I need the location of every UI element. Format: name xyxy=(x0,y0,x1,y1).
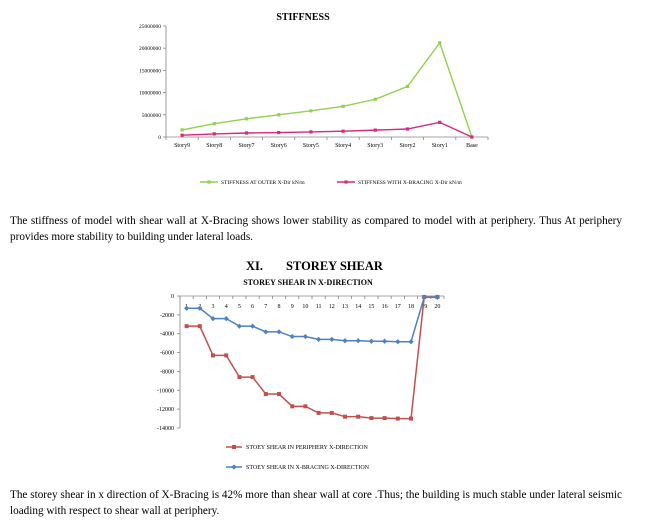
legend-label: STOEY SHEAR IN X-BRACING X-DIRECTION xyxy=(246,465,369,471)
data-point xyxy=(237,375,241,379)
data-point xyxy=(383,416,387,420)
data-point xyxy=(317,411,321,415)
chart-title: STOREY SHEAR IN X-DIRECTION xyxy=(243,278,373,287)
chart-legend xyxy=(226,445,370,471)
y-tick-label: -14000 xyxy=(157,426,174,432)
x-tick-label: 5 xyxy=(237,304,241,310)
x-tick-label: 15 xyxy=(368,304,375,310)
data-point xyxy=(329,337,334,342)
data-point xyxy=(213,122,216,125)
data-point xyxy=(409,417,413,421)
chart-plot-area xyxy=(184,295,440,421)
data-point xyxy=(181,134,184,137)
x-tick-label: Story2 xyxy=(399,143,416,149)
legend-label: STIFFNESS AT OUTER X-Dir kN/m xyxy=(221,180,305,186)
chart-plot-area xyxy=(181,41,474,138)
x-tick-label: 20 xyxy=(434,304,441,310)
data-point xyxy=(277,392,281,396)
data-point xyxy=(438,121,441,124)
data-point xyxy=(343,415,347,419)
data-point xyxy=(303,334,308,339)
x-tick-label: Story8 xyxy=(206,143,223,149)
x-tick-label: Story4 xyxy=(335,143,352,149)
data-point xyxy=(224,353,228,357)
data-point xyxy=(185,324,189,328)
x-tick-label: Story6 xyxy=(270,143,287,149)
data-point xyxy=(374,98,377,101)
y-tick-label: 0 xyxy=(158,135,161,141)
x-tick-label: 9 xyxy=(290,304,294,310)
data-point xyxy=(245,131,248,134)
x-tick-label: 14 xyxy=(355,304,362,310)
storey-shear-chart xyxy=(0,258,648,480)
chart-axes xyxy=(157,294,444,432)
data-point xyxy=(369,416,373,420)
data-point xyxy=(406,127,409,130)
data-point xyxy=(356,415,360,419)
data-point xyxy=(290,404,294,408)
x-tick-label: Story1 xyxy=(431,143,448,149)
data-point xyxy=(277,113,280,116)
data-point xyxy=(382,339,387,344)
x-tick-label: 19 xyxy=(421,304,428,310)
stiffness-chart xyxy=(0,0,648,200)
y-tick-label: 0 xyxy=(171,294,174,300)
x-tick-label: Story9 xyxy=(174,143,191,149)
legend-marker xyxy=(207,180,210,183)
data-point xyxy=(406,85,409,88)
data-point xyxy=(251,375,255,379)
data-point xyxy=(356,338,361,343)
x-tick-label: Base xyxy=(466,143,478,149)
series-line xyxy=(182,122,472,137)
x-tick-label: 8 xyxy=(277,304,281,310)
y-tick-label: 20000000 xyxy=(139,46,161,53)
x-tick-label: Story3 xyxy=(367,143,384,149)
series-line xyxy=(182,43,472,137)
data-point xyxy=(374,129,377,132)
data-point xyxy=(396,417,400,421)
data-point xyxy=(263,329,268,334)
legend-marker xyxy=(344,180,347,183)
chart-legend xyxy=(200,180,463,186)
data-point xyxy=(198,324,202,328)
section-number: XI. xyxy=(246,259,264,273)
x-tick-label: 13 xyxy=(342,304,348,310)
y-tick-label: 5000000 xyxy=(141,112,161,119)
data-point xyxy=(342,105,345,108)
legend-marker xyxy=(232,445,236,449)
x-tick-label: 17 xyxy=(394,304,401,310)
data-point xyxy=(309,109,312,112)
data-point xyxy=(181,128,184,131)
data-point xyxy=(213,132,216,135)
data-point xyxy=(250,324,255,329)
data-point xyxy=(330,411,334,415)
data-point xyxy=(408,339,413,344)
x-tick-label: 16 xyxy=(381,304,388,310)
data-point xyxy=(290,334,295,339)
y-tick-label: -4000 xyxy=(160,331,174,338)
data-point xyxy=(309,130,312,133)
data-point xyxy=(438,41,441,44)
data-point xyxy=(277,131,280,134)
y-tick-label: 10000000 xyxy=(139,90,161,97)
x-tick-label: Story7 xyxy=(238,143,255,149)
data-point xyxy=(264,392,268,396)
chart-axes xyxy=(139,24,488,149)
x-tick-label: 6 xyxy=(251,304,255,310)
series-line xyxy=(187,297,441,419)
y-tick-label: -10000 xyxy=(157,388,174,395)
legend-label: STOEY SHEAR IN PERIPHERY X-DIRECTION xyxy=(246,445,368,451)
data-point xyxy=(276,329,281,334)
y-tick-label: -6000 xyxy=(160,350,174,357)
legend-label: STIFFNESS WITH X-BRACING X-Dir kN/m xyxy=(358,180,462,186)
data-point xyxy=(342,130,345,133)
data-point xyxy=(245,117,248,120)
data-point xyxy=(303,404,307,408)
data-point xyxy=(395,339,400,344)
y-tick-label: -8000 xyxy=(160,369,174,376)
data-point xyxy=(369,339,374,344)
section-title: STOREY SHEAR xyxy=(286,259,383,273)
paragraph-stiffness: The stiffness of model with shear wall at X-Bracing shows lower stability as compared to model with at periphery. Thus At periphery provides more stability to building under lateral loads. xyxy=(10,215,622,243)
y-tick-label: 15000000 xyxy=(139,68,161,75)
paragraph-storey-shear: The storey shear in x direction of X-Bracing is 42% more than shear wall at core .Thus; the building is much stable under lateral seismic loading with respect to shear wall at periphery. xyxy=(10,489,622,517)
x-tick-label: 11 xyxy=(315,304,322,310)
x-tick-label: 3 xyxy=(211,304,215,310)
data-point xyxy=(211,353,215,357)
data-point xyxy=(470,135,473,138)
x-tick-label: 12 xyxy=(328,304,335,310)
x-tick-label: 10 xyxy=(302,304,309,310)
y-tick-label: -2000 xyxy=(160,312,174,319)
x-tick-label: 7 xyxy=(264,304,268,310)
x-tick-label: 4 xyxy=(224,304,228,310)
data-point xyxy=(342,338,347,343)
legend-marker xyxy=(231,464,236,469)
x-tick-label: 18 xyxy=(408,304,414,310)
y-tick-label: 25000000 xyxy=(139,24,161,30)
x-tick-label: Story5 xyxy=(302,143,319,149)
y-tick-label: -12000 xyxy=(157,407,174,414)
chart-title: STIFFNESS xyxy=(276,12,330,23)
data-point xyxy=(316,337,321,342)
